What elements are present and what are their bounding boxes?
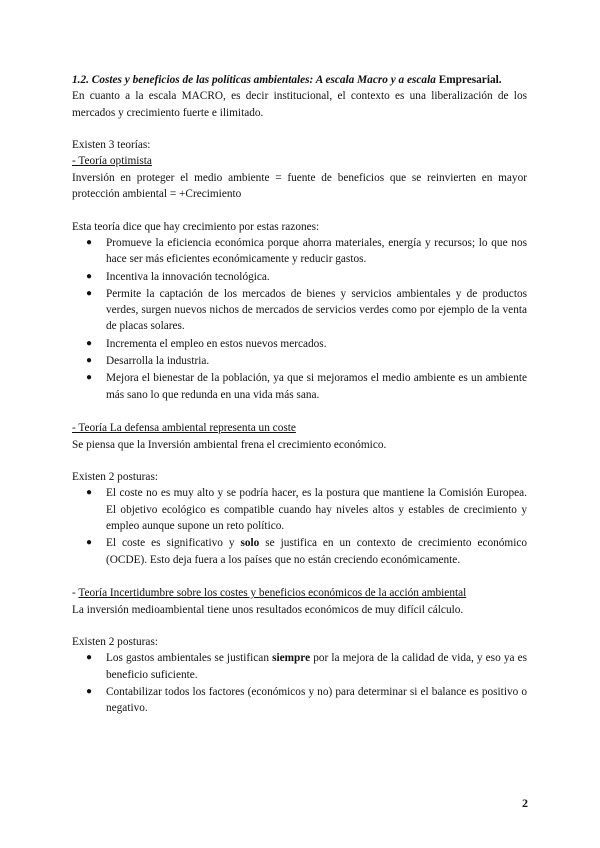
bullet-icon: ● bbox=[86, 487, 93, 499]
theory3-postures-intro: Existen 2 posturas: bbox=[72, 636, 158, 649]
theories-intro: Existen 3 teorías: bbox=[72, 139, 151, 152]
theory1-reasons-intro: Esta teoría dice que hay crecimiento por estas razones: bbox=[72, 220, 320, 233]
theory2-text: Se piensa que la Inversión ambiental frena el crecimiento económico. bbox=[72, 438, 387, 451]
theory1-text: Inversión en proteger el medio ambiente = fuente de beneficios que se reinvierten en mayor protección ambiental = +Crecimiento bbox=[72, 171, 527, 201]
list-item: ● El coste es significativo y solo se justifica en un contexto de crecimiento económico (OCDE). Esto deja fuera a los países que no están creciendo económicamente. bbox=[86, 537, 528, 566]
theory2-postures-list bbox=[72, 485, 527, 567]
list-item: ● Incrementa el empleo en estos nuevos mercados. bbox=[72, 336, 527, 352]
bullet-icon: ● bbox=[86, 287, 93, 299]
list-item: ● Desarrolla la industria. bbox=[72, 353, 527, 369]
list-item: ● Contabilizar todos los factores (económicos y no) para determinar si el balance es positivo o negativo. bbox=[86, 685, 527, 715]
list-item: ● Promueve la eficiencia económica porque ahorra materiales, energía y recursos; lo que nos hace ser más eficientes económicamente y reducir gastos. bbox=[86, 236, 527, 266]
bullet-icon: ● bbox=[86, 372, 93, 384]
intro-paragraph: En cuanto a la escala MACRO, es decir institucional, el contexto es una liberalización de los mercados y crecimiento fuerte e ilimitado. bbox=[72, 90, 527, 119]
bullet-icon: ● bbox=[86, 337, 93, 349]
list-item: ● Los gastos ambientales se justifican siempre por la mejora de la calidad de vida, y eso ya es beneficio suficiente. bbox=[86, 652, 527, 681]
theory3-postures-list bbox=[72, 650, 527, 716]
list-item: ● Permite la captación de los mercados de bienes y servicios ambientales y de productos verdes, surgen nuevos nichos de mercados de servicios verdes como por ejemplo de la venta de placas solares. bbox=[86, 287, 527, 333]
theory3-title-line: - Teoría Incertidumbre sobre los costes y beneficios económicos de la acción ambiental bbox=[72, 587, 467, 600]
section-heading bbox=[72, 72, 527, 88]
bullet-icon: ● bbox=[86, 236, 93, 248]
theory1-reasons-list bbox=[72, 235, 527, 403]
bullet-icon: ● bbox=[86, 685, 93, 697]
list-item: ● El coste no es muy alto y se podría hacer, es la postura que mantiene la Comisión Europea. El objetivo ecológico es compatible cuando hay niveles altos y estables de crecimiento y empleo aunque supone un reto político. bbox=[86, 487, 527, 533]
section-number: 1.2. bbox=[72, 74, 89, 86]
theory2-title: - Teoría La defensa ambiental representa un coste bbox=[72, 422, 296, 435]
bullet-icon: ● bbox=[86, 355, 93, 367]
theory3-text: La inversión medioambiental tiene unos resultados económicos de muy difícil cálculo. bbox=[72, 603, 464, 616]
bullet-icon: ● bbox=[86, 270, 93, 282]
list-item: ● Incentiva la innovación tecnológica. bbox=[72, 269, 527, 285]
page-content bbox=[72, 72, 527, 718]
bullet-icon: ● bbox=[86, 652, 93, 664]
page-number: 2 bbox=[522, 796, 528, 810]
list-item: ● Mejora el bienestar de la población, ya que si mejoramos el medio ambiente es un ambiente más sano lo que redunda en una vida más sana. bbox=[86, 372, 527, 401]
theory2-postures-intro: Existen 2 posturas: bbox=[72, 471, 158, 484]
theory1-title: - Teoría optimista bbox=[72, 155, 152, 168]
theory3-title: Teoría Incertidumbre sobre los costes y beneficios económicos de la acción ambiental bbox=[78, 587, 467, 600]
section-title: Costes y beneficios de las políticas ambientales: A escala Macro y a escala bbox=[91, 74, 436, 86]
section-title-end: Empresarial. bbox=[438, 74, 502, 86]
bullet-icon: ● bbox=[86, 537, 93, 549]
